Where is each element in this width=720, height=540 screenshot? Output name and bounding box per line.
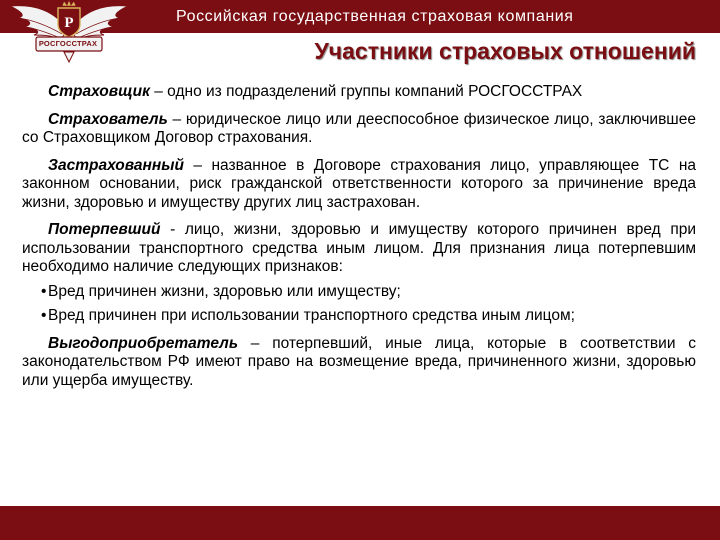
definition-victim: - лицо, жизни, здоровью и имуществу которого причинен вред при использовании транспортного средства иным лицом. Для признания лица потерпевшим необходимо наличие следующих признаков: (22, 221, 696, 275)
company-logo (4, 0, 134, 66)
eagle-emblem-icon (4, 0, 134, 66)
paragraph-victim (22, 221, 696, 277)
company-name: Российская государственная страховая компания (176, 8, 574, 25)
slide-title: Участники страховых отношений (314, 38, 696, 64)
term-insured: Застрахованный (48, 156, 184, 174)
list-item (22, 283, 696, 302)
bullet-text-1: Вред причинен жизни, здоровью или имуществу; (48, 282, 401, 300)
bullet-dot-icon: • (41, 307, 47, 324)
svg-text:Р: Р (64, 15, 74, 31)
term-beneficiary: Выгодоприобретатель (48, 334, 239, 352)
term-victim: Потерпевший (48, 221, 161, 238)
slide-content (22, 83, 696, 399)
bullet-dot-icon: • (41, 282, 47, 300)
paragraph-insured (22, 157, 696, 213)
term-insurer: Страховщик (48, 83, 150, 100)
definition-insurer: – одно из подразделений группы компаний РОСГОССТРАХ (149, 83, 583, 100)
paragraph-insurer (22, 83, 696, 102)
definition-beneficiary: – потерпевший, иные лица, которые в соответствии с законодательством РФ имеют право на возмещение вреда, причиненного жизни, здоровью или ущерба имуществу. (22, 334, 696, 389)
definition-policyholder: – юридическое лицо или дееспособное физическое лицо, заключившее со Страховщиком Договор страхования. (22, 110, 696, 146)
bullet-text-2: Вред причинен при использовании транспортного средства иным лицом; (48, 307, 575, 324)
term-policyholder: Страхователь (48, 110, 168, 128)
definition-insured: – названное в Договоре страхования лицо, управляющее ТС на законном основании, риск гражданской ответственности которого за причинение вреда жизни, здоровью и имуществу других лиц застрахован. (22, 156, 696, 211)
footer-band (0, 506, 720, 540)
paragraph-policyholder (22, 111, 696, 148)
list-item (22, 307, 696, 326)
paragraph-beneficiary (22, 335, 696, 391)
logo-wordmark: РОСГОССТРАХ (38, 39, 98, 48)
